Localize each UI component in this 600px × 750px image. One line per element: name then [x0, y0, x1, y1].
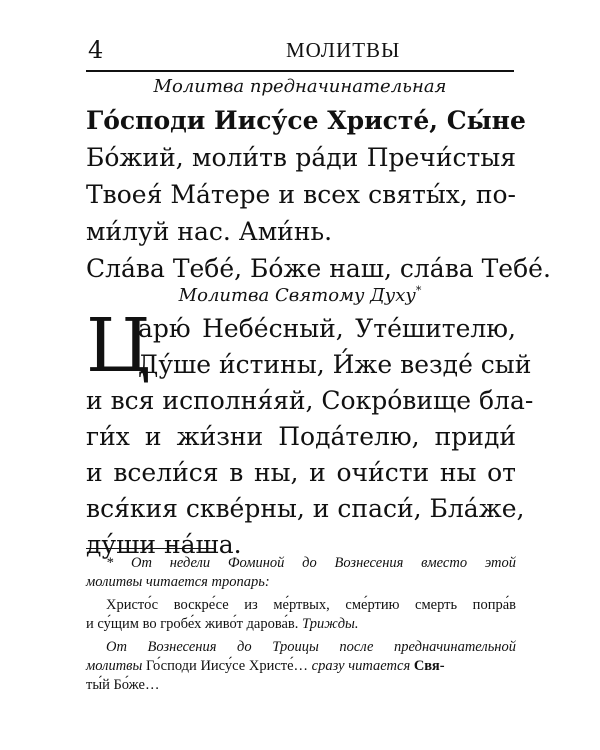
prayer2-line-4: ги́х и жи́зни Пода́телю, приди́ — [86, 422, 516, 451]
footnote-line-3: Христо́с воскре́се из ме́ртвых, сме́ртию смерть попра́в — [106, 597, 516, 613]
prayer2-line-1: арю́ Небе́сный, Уте́шителю, — [138, 314, 516, 343]
footnote-line-6: молитвы Го́споди Иису́се Христе́… сразу читается Свя- — [86, 658, 445, 674]
prayer1-line-2: Бо́жий, моли́тв ра́ди Пречи́стыя — [86, 143, 516, 172]
footnote-line-2: молитвы читается тропарь: — [86, 574, 270, 590]
page-header — [86, 34, 514, 72]
footnote-mark: * — [415, 284, 422, 297]
footnote-line-7: ты́й Бо́же… — [86, 677, 160, 693]
footnote-line-1: * От недели Фоминой до Вознесения вместо этой — [106, 555, 516, 571]
prayer-title-introductory: Молитва предначинательная — [153, 76, 447, 97]
prayer1-line-1: Го́споди Иису́се Христе́, Сы́не — [86, 106, 526, 135]
prayer2-line-5: и всели́ся в ны, и очи́сти ны от — [86, 458, 516, 487]
prayer2-title-text: Молитва Святому Духу — [178, 285, 416, 306]
prayer1-line-4: ми́луй нас. Ами́нь. — [86, 217, 333, 246]
prayer2-line-6: вся́кия скве́рны, и спаси́, Бла́же, — [86, 494, 525, 523]
running-title: МОЛИТВЫ — [286, 38, 401, 62]
page-number: 4 — [88, 36, 104, 64]
prayer2-line-7: ду́ши на́ша. — [86, 530, 242, 559]
footnote-line-5: От Вознесения до Троицы после предначинательной — [106, 639, 516, 655]
prayer2-line-2: Ду́ше и́стины, И́же везде́ сый — [138, 350, 532, 379]
prayer1-line-3: Твоея́ Ма́тере и всех святы́х, по- — [86, 180, 516, 209]
doxology-line: Сла́ва Тебе́, Бо́же наш, сла́ва Тебе́. — [86, 254, 551, 283]
prayer2-line-3: и вся исполня́яй, Сокро́вище бла- — [86, 386, 534, 415]
footnote-rule — [86, 548, 214, 549]
footnote-line-4: и су́щим во гробе́х живо́т дарова́в. Трижды. — [86, 616, 359, 632]
drop-cap: Ц — [86, 303, 151, 389]
